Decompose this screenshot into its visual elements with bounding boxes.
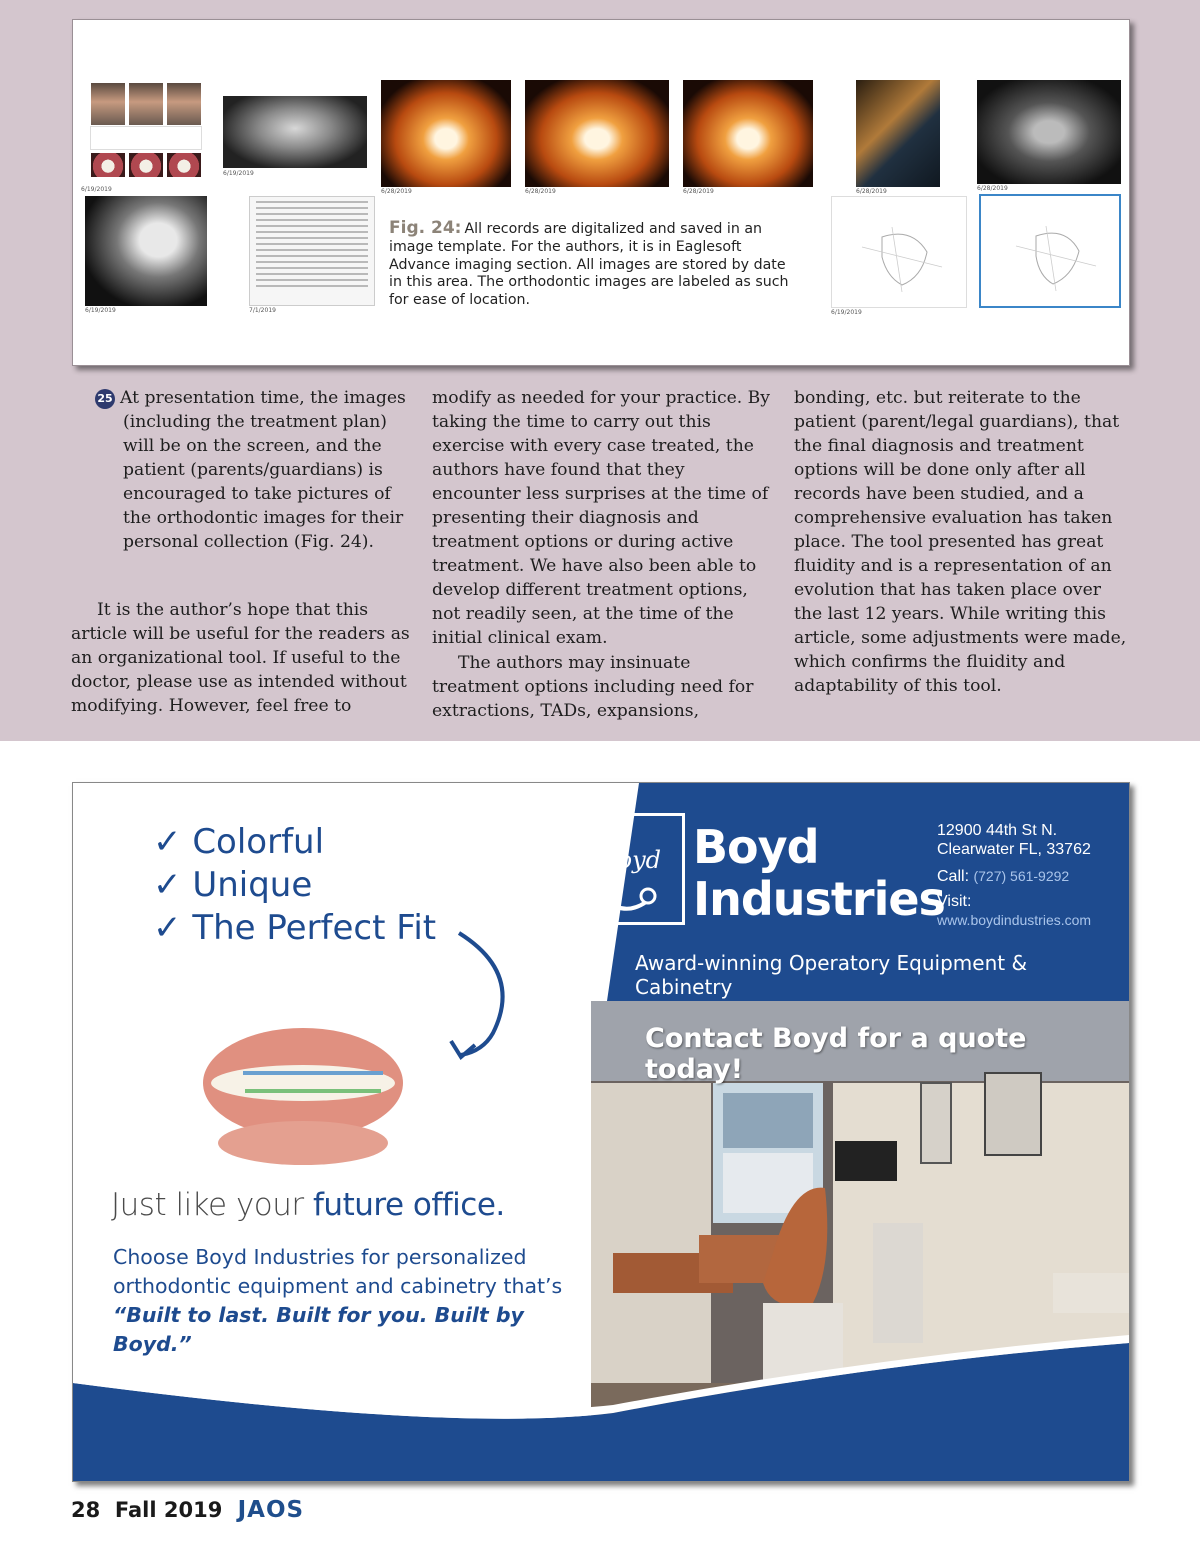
figure-caption (389, 220, 789, 310)
slogan: “Built to last. Built for you. Built by Boyd.” (113, 1303, 524, 1356)
website-link[interactable]: www.boydindustries.com (937, 912, 1092, 928)
boyd-logo (573, 813, 685, 925)
image-date: 6/28/2019 (856, 188, 887, 195)
article-flow-part-3 (432, 651, 772, 723)
cbct-slice-composite (856, 80, 940, 187)
article-column-1 (71, 386, 416, 554)
contact-details (937, 821, 1091, 930)
checkmark-icon: ✓ (153, 865, 182, 905)
journal-name: JAOS (237, 1497, 305, 1523)
cbct-coronal-slice (977, 80, 1121, 184)
image-date: 6/19/2019 (85, 307, 116, 314)
numbered-paragraph (71, 386, 416, 554)
paragraph-text-continued: bonding, etc. but reiterate to the patient (parent/legal guardians), that the final diagnosis and treatment options will be done only after all records have been studied, and a comprehensive evaluation has taken place. The tool presented has great fluidity and is a representation of an evolution that has taken place over the last 12 years. While writing this article, some adjustments were made, which confirms the fluidity and adaptability of this tool. (794, 388, 1127, 696)
checkmark-icon: ✓ (153, 908, 182, 948)
panoramic-xray (223, 96, 367, 168)
ceph-tracing-selected[interactable] (979, 194, 1121, 308)
point-number-badge: 25 (95, 389, 115, 409)
image-date: 6/28/2019 (525, 188, 556, 195)
image-date: 6/19/2019 (81, 186, 112, 193)
visit-label: Visit: (937, 893, 972, 910)
paragraph-text-continued: modify as needed for your practice. By taking the time to carry out this exercise with every case treated, the authors have found that they encounter less surprises at the time of presenting their diagnosis and treatment options or during active treatment. We have also been able to develop different treatment options, not readily seen, at the time of the initial clinical exam. (432, 388, 771, 648)
logo-card (90, 126, 202, 150)
paragraph-text: The authors may insinuate treatment options including need for extractions, TADs, expansions, (432, 653, 754, 721)
lateral-ceph-xray (85, 196, 207, 306)
address-line: Clearwater FL, 33762 (937, 841, 1091, 858)
check-item: ✓ Colorful (153, 822, 325, 862)
article-flow-part-4 (794, 386, 1134, 726)
image-date: 6/19/2019 (223, 170, 254, 177)
contact-call-to-action: Contact Boyd for a quote today! (645, 1023, 1027, 1085)
figure-label: Fig. 24: (389, 218, 462, 238)
intraoral-photo (166, 152, 202, 178)
cbct-render-right (683, 80, 813, 187)
image-date: 6/28/2019 (381, 188, 412, 195)
extraoral-photo (90, 82, 126, 126)
checkmark-icon: ✓ (153, 822, 182, 862)
ad-pitch: Choose Boyd Industries for personalized orthodontic equipment and cabinetry that’s “Built to last. Built for you. Built by Boyd.” (113, 1245, 563, 1356)
image-date: 6/28/2019 (977, 185, 1008, 192)
phone-line: Call: (727) 561-9292 (937, 868, 1070, 885)
ceph-tracing (831, 196, 967, 308)
image-date: 6/28/2019 (683, 188, 714, 195)
cbct-render-front (525, 80, 669, 187)
image-date: 6/19/2019 (831, 309, 862, 316)
article-flow-part-2 (432, 386, 772, 650)
feature-checklist (153, 821, 436, 950)
page-number: 28 (71, 1498, 101, 1522)
intraoral-photo (90, 152, 126, 178)
check-item: ✓ Unique (153, 865, 313, 905)
brand-name: Boyd Industries (693, 820, 945, 926)
cbct-render-left (381, 80, 511, 187)
extraoral-photo (166, 82, 202, 126)
figure-24-panel (72, 19, 1130, 366)
image-date: 7/1/2019 (249, 307, 276, 314)
figure-caption-text: All records are digitalized and saved in an image template. For the authors, it is in Eaglesoft Advance imaging section. All images are stored by date in this area. The orthodontic images are labeled as such for ease of location. (389, 221, 789, 309)
tracing-lines-icon (981, 196, 1119, 306)
treatment-form-document (249, 196, 375, 306)
extraoral-photo (128, 82, 164, 126)
logo-script-text: Boyd (600, 846, 662, 874)
page-footer (71, 1497, 304, 1523)
award-line: Award-winning Operatory Equipment & Cabinetry (635, 951, 1028, 999)
phone-number[interactable]: (727) 561-9292 (973, 868, 1070, 884)
address-line: 12900 44th St N. (937, 822, 1058, 839)
paragraph-text: It is the author’s hope that this article will be useful for the readers as an organizational tool. If useful to the doctor, please use as intended without modifying. However, feel free to (71, 600, 410, 716)
article-flow-part-1 (71, 598, 416, 718)
boyd-industries-advertisement (72, 782, 1130, 1482)
tracing-lines-icon (832, 197, 968, 309)
check-item: ✓ The Perfect Fit (153, 908, 437, 948)
ad-tagline: Just like your future office. (111, 1187, 505, 1223)
issue-date: Fall 2019 (114, 1498, 223, 1522)
paragraph-text: At presentation time, the images (including the treatment plan) will be on the screen, and the patient (parents/guardians) is encouraged to take pictures of the orthodontic images for their personal collection (Fig. 24). (120, 388, 406, 552)
intraoral-photo (128, 152, 164, 178)
